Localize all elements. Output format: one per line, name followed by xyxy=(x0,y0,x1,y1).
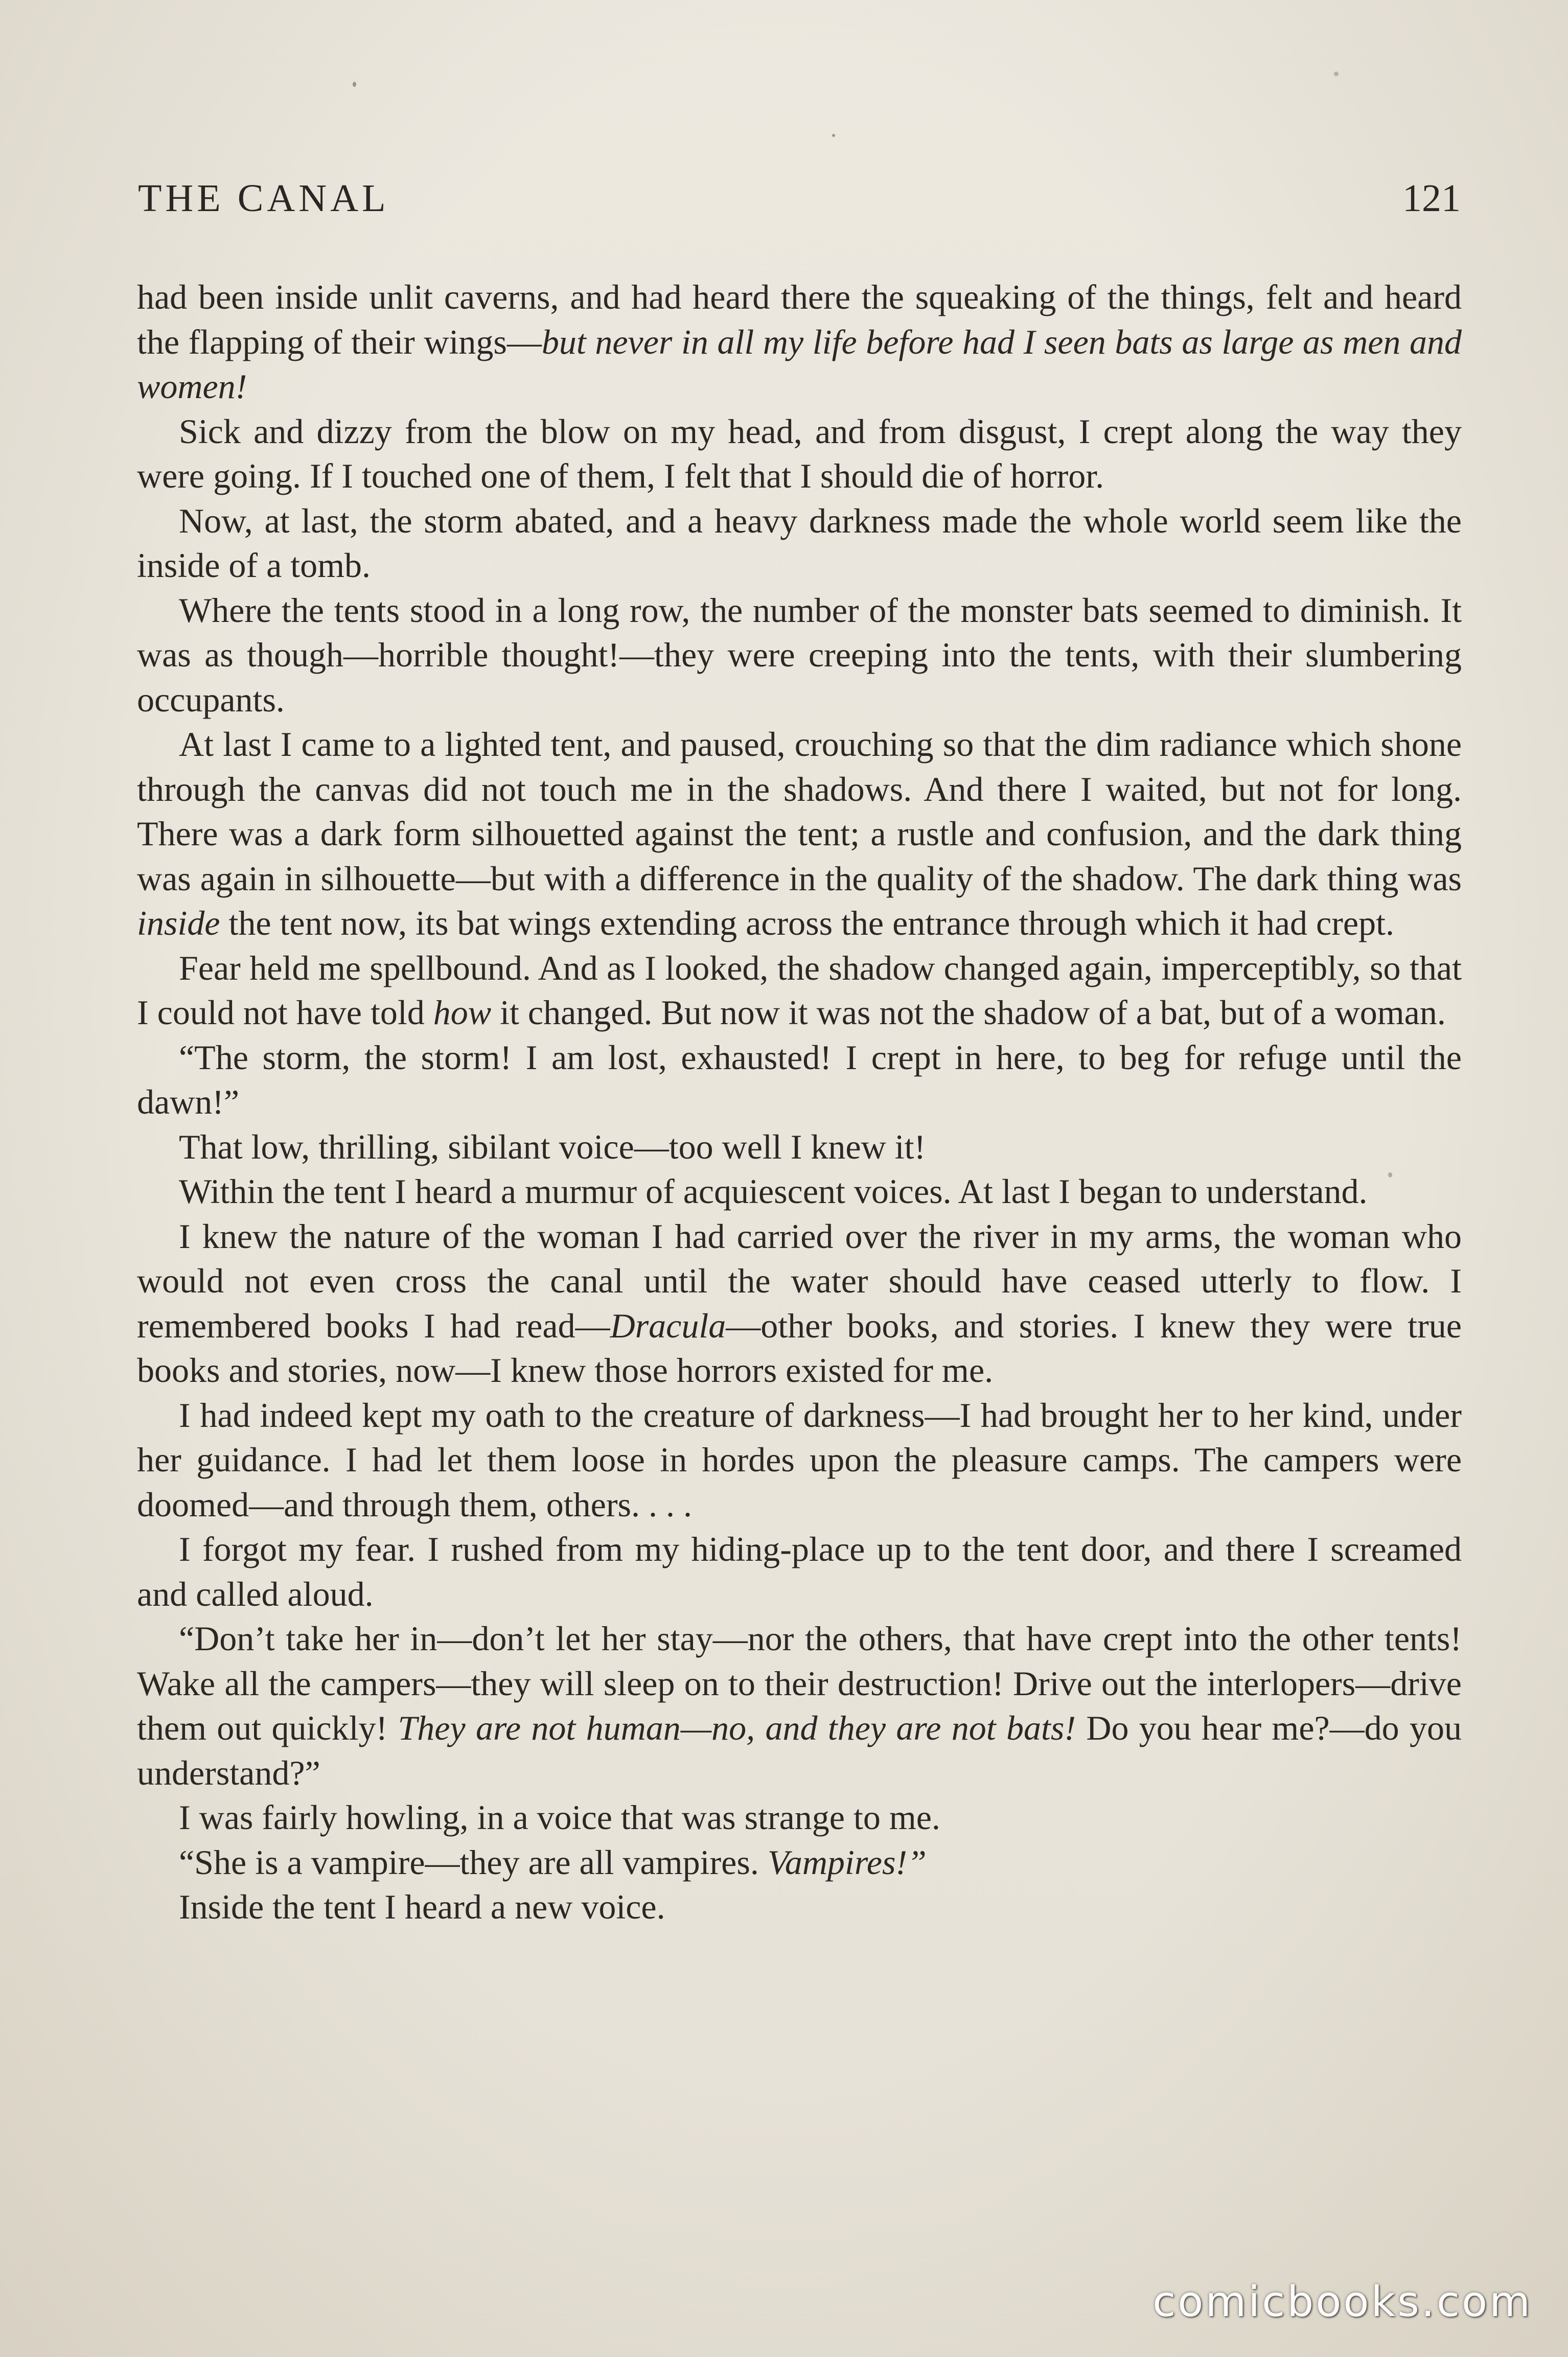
italic-text: Vampires!” xyxy=(767,1842,927,1882)
paragraph xyxy=(137,499,1462,588)
running-head xyxy=(138,176,1461,233)
paragraph xyxy=(137,1393,1462,1528)
text-run: Do you hear me?—do you understand?” xyxy=(137,1708,1462,1792)
text-run: Sick and dizzy from the blow on my head, and from disgust, I crept along the way they were going. If I touched one of them, I felt that I should die of horror. xyxy=(137,411,1462,495)
body-text xyxy=(137,275,1462,1930)
paragraph xyxy=(137,1795,1462,1840)
paragraph xyxy=(137,1616,1462,1795)
paragraph xyxy=(137,1125,1462,1170)
watermark: comicbooks.com xyxy=(1152,2278,1532,2326)
paragraph xyxy=(137,1840,1462,1885)
text-run: Where the tents stood in a long row, the number of the monster bats seemed to diminish. It was as though—horrible thought!—they were creeping into the tents, with their slumbering occupants. xyxy=(137,590,1462,719)
italic-text: inside xyxy=(137,904,220,942)
text-run: I forgot my fear. I rushed from my hiding-place up to the tent door, and there I screamed and called aloud. xyxy=(137,1530,1462,1613)
text-run: I knew the nature of the woman I had carried over the river in my arms, the woman who would not even cross the canal until the water should have ceased utterly to flow. I remembered books I had read— xyxy=(137,1216,1462,1345)
text-run: —other books, and stories. I knew they were true books and stories, now—I knew those horrors existed for me. xyxy=(137,1306,1462,1390)
text-run: had been inside unlit caverns, and had heard there the squeaking of the things, felt and heard the flapping of their wings— xyxy=(137,278,1462,361)
paragraph xyxy=(137,1527,1462,1616)
paper-speck xyxy=(832,134,835,137)
paragraph xyxy=(137,1885,1462,1930)
paragraph xyxy=(137,1214,1462,1393)
text-run: At last I came to a lighted tent, and paused, crouching so that the dim radiance which shone through the canvas did not touch me in the shadows. And there I waited, but not for long. There was a dark form silhouetted against the tent; a rustle and confusion, and the dark thing was again in silhouette—but with a difference in the quality of the shadow. The dark thing was xyxy=(137,725,1462,898)
paragraph xyxy=(137,588,1462,723)
paragraph xyxy=(137,1035,1462,1125)
text-run: “The storm, the storm! I am lost, exhausted! I crept in here, to beg for refuge until the dawn!” xyxy=(137,1037,1462,1121)
italic-text: Dracula xyxy=(610,1306,726,1345)
paragraph xyxy=(137,275,1462,409)
paragraph xyxy=(137,722,1462,946)
italic-text: They are not human—no, and they are not bats! xyxy=(398,1708,1076,1747)
text-run: “Don’t take her in—don’t let her stay—nor the others, that have crept into the other tents! Wake all the campers—they will sleep on to their destruction! Drive out the interlopers—drive them out quickly! xyxy=(137,1619,1462,1747)
text-run: Fear held me spellbound. And as I looked, the shadow changed again, imperceptibly, so that I could not have told xyxy=(137,948,1462,1032)
text-run: Within the tent I heard a murmur of acquiescent voices. At last I began to understand. xyxy=(179,1172,1368,1211)
text-run: I was fairly howling, in a voice that was strange to me. xyxy=(179,1798,940,1837)
text-run: I had indeed kept my oath to the creature of darkness—I had brought her to her kind, under her guidance. I had let them loose in hordes upon the pleasure camps. The campers were doomed—and through them, others. . . . xyxy=(137,1395,1462,1524)
paragraph xyxy=(137,946,1462,1035)
page-number: 121 xyxy=(1402,177,1461,220)
italic-text: but never in all my life before had I seen bats as large as men and women! xyxy=(137,322,1462,406)
paper-speck xyxy=(1334,72,1339,76)
running-head-title: THE CANAL xyxy=(138,177,389,220)
text-run: That low, thrilling, sibilant voice—too well I knew it! xyxy=(179,1127,926,1166)
text-run: Now, at last, the storm abated, and a heavy darkness made the whole world seem like the inside of a tomb. xyxy=(137,501,1462,585)
text-run: Inside the tent I heard a new voice. xyxy=(179,1887,665,1926)
text-run: the tent now, its bat wings extending across the entrance through which it had crept. xyxy=(220,904,1394,942)
paper-speck xyxy=(353,82,356,87)
text-run: it changed. But now it was not the shadow of a bat, but of a woman. xyxy=(491,993,1446,1032)
italic-text: how xyxy=(433,993,492,1032)
paragraph xyxy=(137,409,1462,499)
paragraph xyxy=(137,1169,1462,1214)
text-run: “She is a vampire—they are all vampires. xyxy=(179,1842,768,1882)
